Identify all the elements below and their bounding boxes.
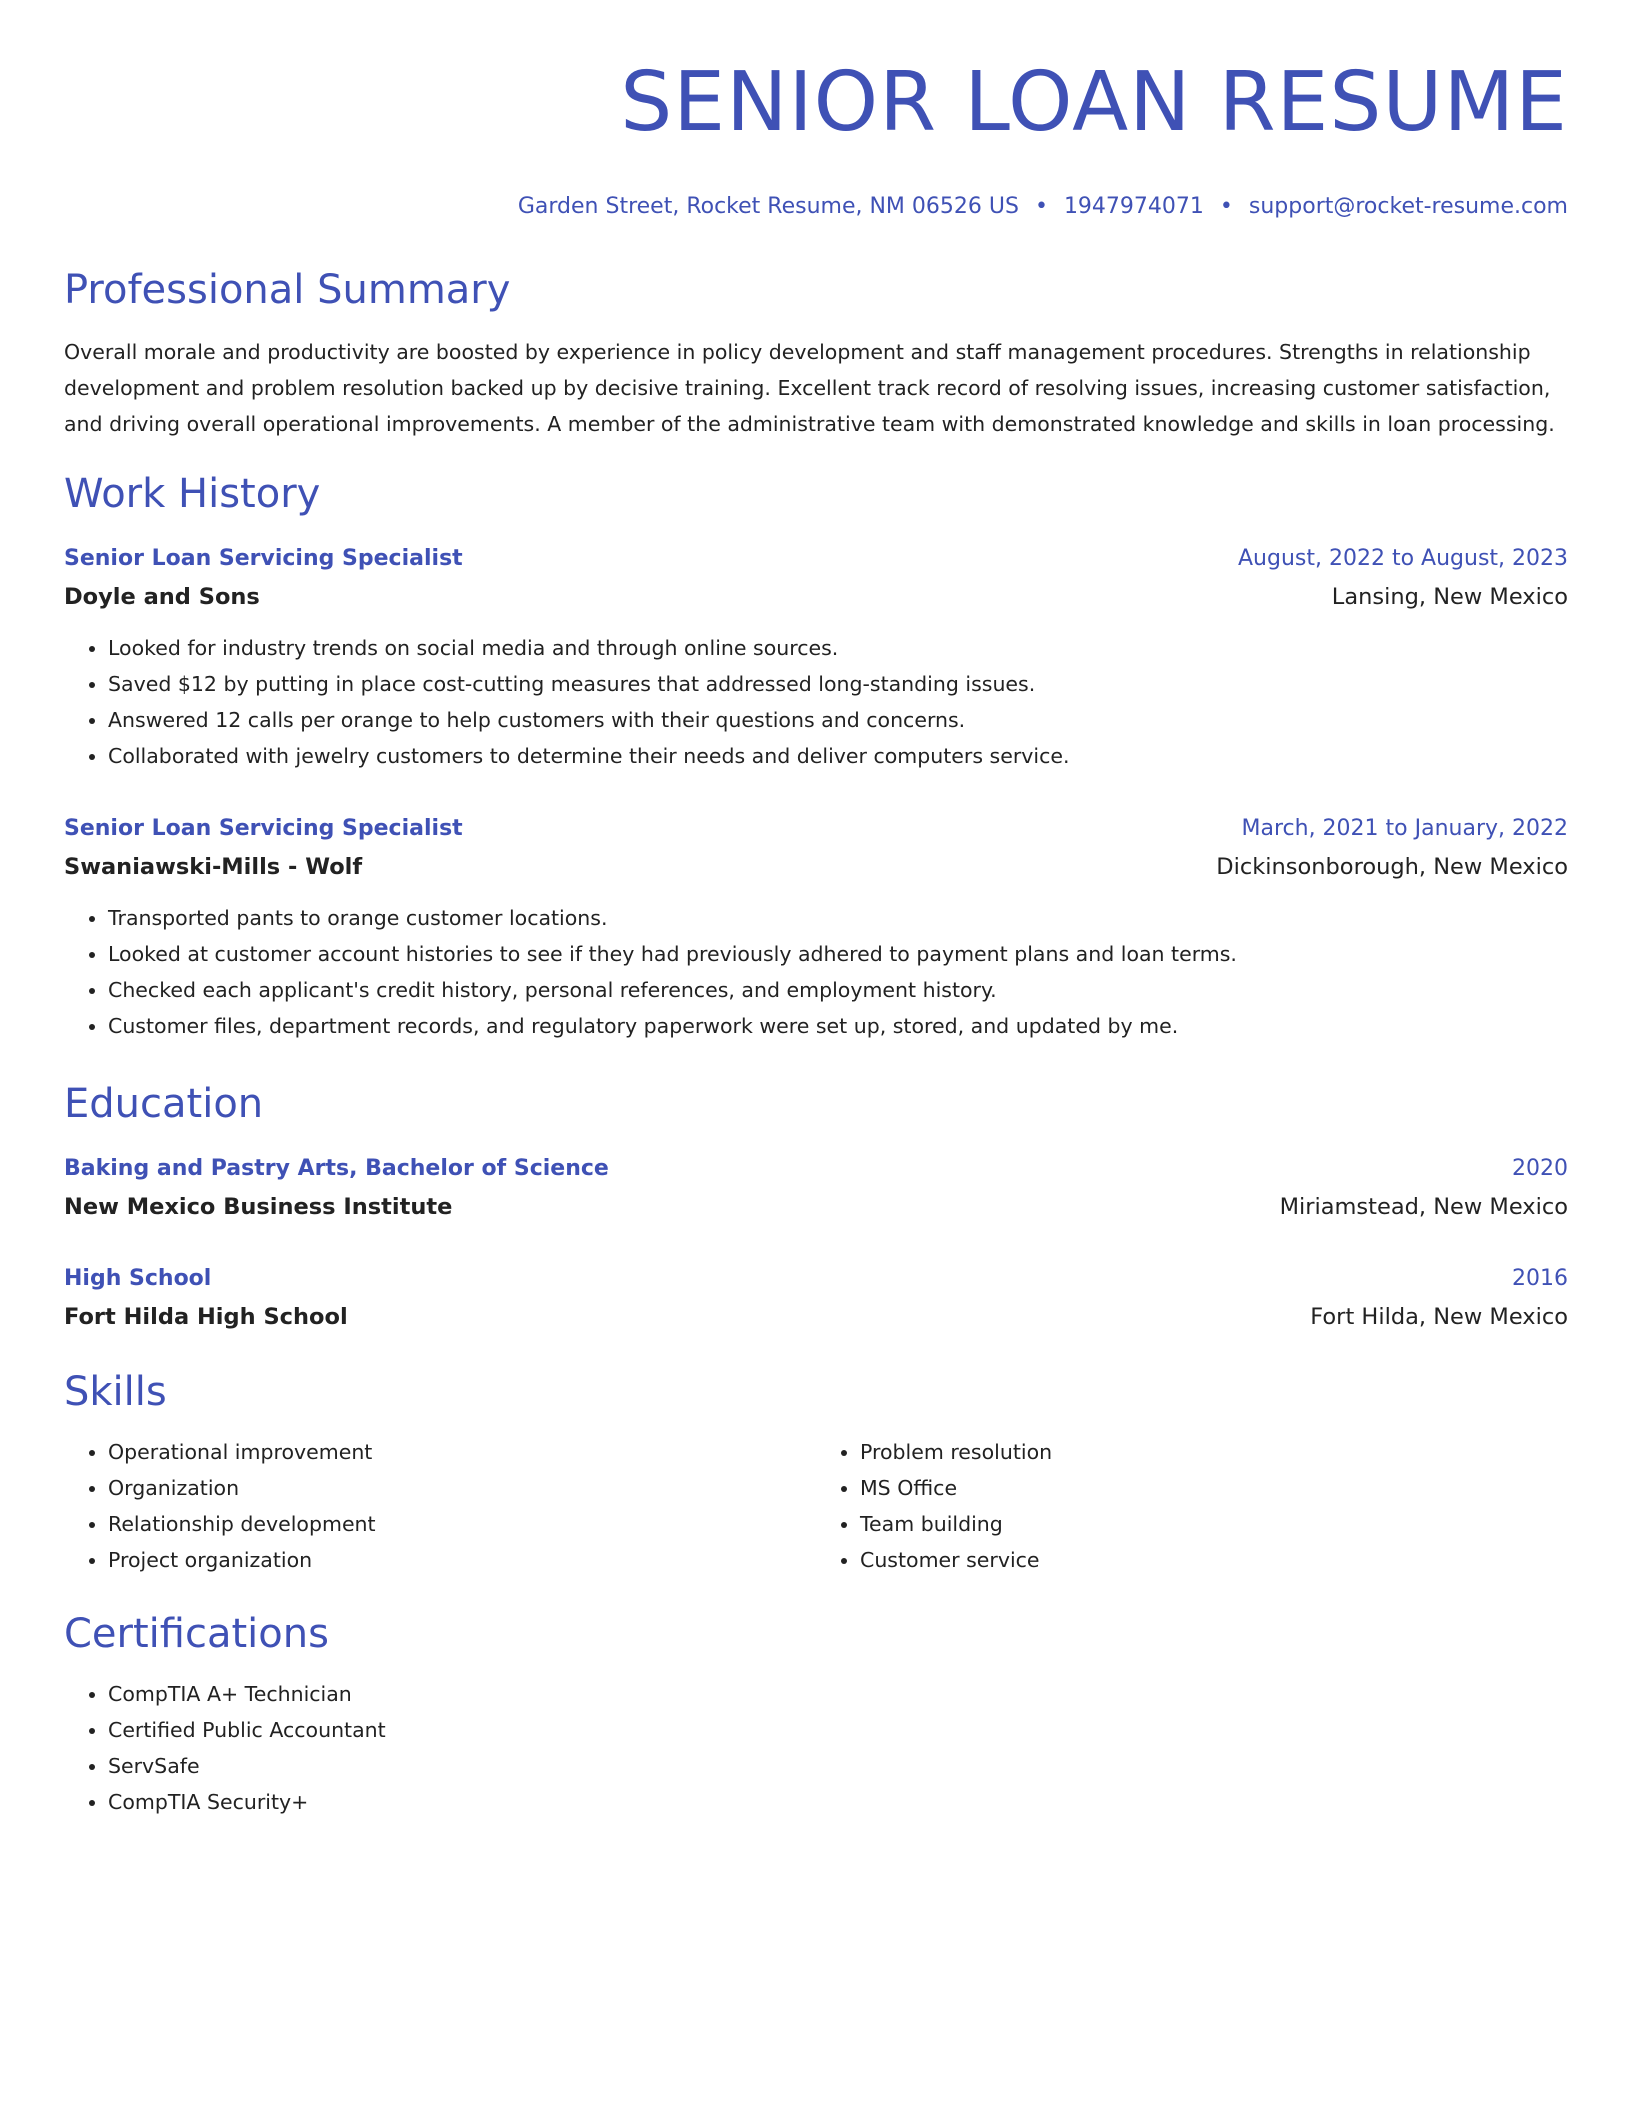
education-degree: Baking and Pastry Arts, Bachelor of Science — [64, 1156, 609, 1181]
job-duty: • Saved $12 by putting in place cost-cutting measures that addressed long-standing issues. — [108, 666, 1568, 702]
education-school: Fort Hilda High School — [64, 1304, 348, 1330]
certification-item: • ServSafe — [108, 1748, 1568, 1784]
contact-line — [64, 192, 1568, 222]
job-entry — [64, 810, 1568, 1044]
skills-list-right — [816, 1434, 1568, 1578]
education-year: 2016 — [1512, 1266, 1568, 1291]
job-duty: • Answered 12 calls per orange to help customers with their questions and concerns. — [108, 702, 1568, 738]
job-title: Senior Loan Servicing Specialist — [64, 816, 463, 841]
contact-address: Garden Street, Rocket Resume, NM 06526 US — [517, 194, 1019, 219]
job-duty: • Transported pants to orange customer locations. — [108, 900, 1568, 936]
job-duty: • Checked each applicant's credit history, personal references, and employment history. — [108, 972, 1568, 1008]
education-location: Fort Hilda, New Mexico — [1310, 1304, 1568, 1330]
skills-grid — [64, 1434, 1568, 1578]
education-heading: Education — [64, 1081, 264, 1127]
skill-item: • Operational improvement — [108, 1434, 816, 1470]
job-dates: August, 2022 to August, 2023 — [1238, 546, 1568, 571]
job-company: Doyle and Sons — [64, 584, 260, 610]
education-school: New Mexico Business Institute — [64, 1194, 453, 1220]
work-history-heading: Work History — [64, 471, 321, 517]
job-duty: • Looked at customer account histories to see if they had previously adhered to payment plans and loan terms. — [108, 936, 1568, 972]
certification-item: • Certified Public Accountant — [108, 1712, 1568, 1748]
certification-item: • CompTIA A+ Technician — [108, 1676, 1568, 1712]
skill-item: • Problem resolution — [860, 1434, 1568, 1470]
contact-phone: 1947974071 — [1063, 194, 1204, 219]
certifications-heading: Certifications — [64, 1611, 329, 1657]
contact-separator: • — [1219, 194, 1233, 219]
education-location: Miriamstead, New Mexico — [1279, 1194, 1568, 1220]
education-entry — [64, 1260, 1568, 1336]
education-degree: High School — [64, 1266, 212, 1291]
skill-item: • Team building — [860, 1506, 1568, 1542]
education-year: 2020 — [1512, 1156, 1568, 1181]
education-entry — [64, 1150, 1568, 1226]
job-location: Dickinsonborough, New Mexico — [1216, 854, 1568, 880]
certification-item: • CompTIA Security+ — [108, 1784, 1568, 1820]
job-duty: • Collaborated with jewelry customers to determine their needs and deliver computers service. — [108, 738, 1568, 774]
job-duties-list — [64, 630, 1568, 774]
job-duty: • Customer files, department records, and regulatory paperwork were set up, stored, and updated by me. — [108, 1008, 1568, 1044]
skills-heading: Skills — [64, 1369, 167, 1415]
resume-name: SENIOR LOAN RESUME — [620, 55, 1568, 150]
contact-separator: • — [1034, 194, 1048, 219]
job-location: Lansing, New Mexico — [1331, 584, 1568, 610]
contact-email[interactable]: support@rocket-resume.com — [1248, 194, 1568, 219]
job-dates: March, 2021 to January, 2022 — [1241, 816, 1568, 841]
summary-heading: Professional Summary — [64, 267, 511, 313]
summary-text: Overall morale and productivity are boosted by experience in policy development and staff management procedures. Strengths in relationship development and problem resolution backed up by decisive training. Excellent track record of resolving issues, increasing customer satisfaction, and driving overall operational improvements. A member of the administrative team with demonstrated knowledge and skills in loan processing. — [64, 340, 1555, 436]
skills-list-left — [64, 1434, 816, 1578]
certifications-list — [64, 1676, 1568, 1820]
skill-item: • Organization — [108, 1470, 816, 1506]
job-company: Swaniawski-Mills - Wolf — [64, 854, 363, 880]
skill-item: • MS Office — [860, 1470, 1568, 1506]
job-duty: • Looked for industry trends on social media and through online sources. — [108, 630, 1568, 666]
job-duties-list — [64, 900, 1568, 1044]
job-entry — [64, 540, 1568, 774]
skill-item: • Customer service — [860, 1542, 1568, 1578]
job-title: Senior Loan Servicing Specialist — [64, 546, 463, 571]
skill-item: • Project organization — [108, 1542, 816, 1578]
skill-item: • Relationship development — [108, 1506, 816, 1542]
